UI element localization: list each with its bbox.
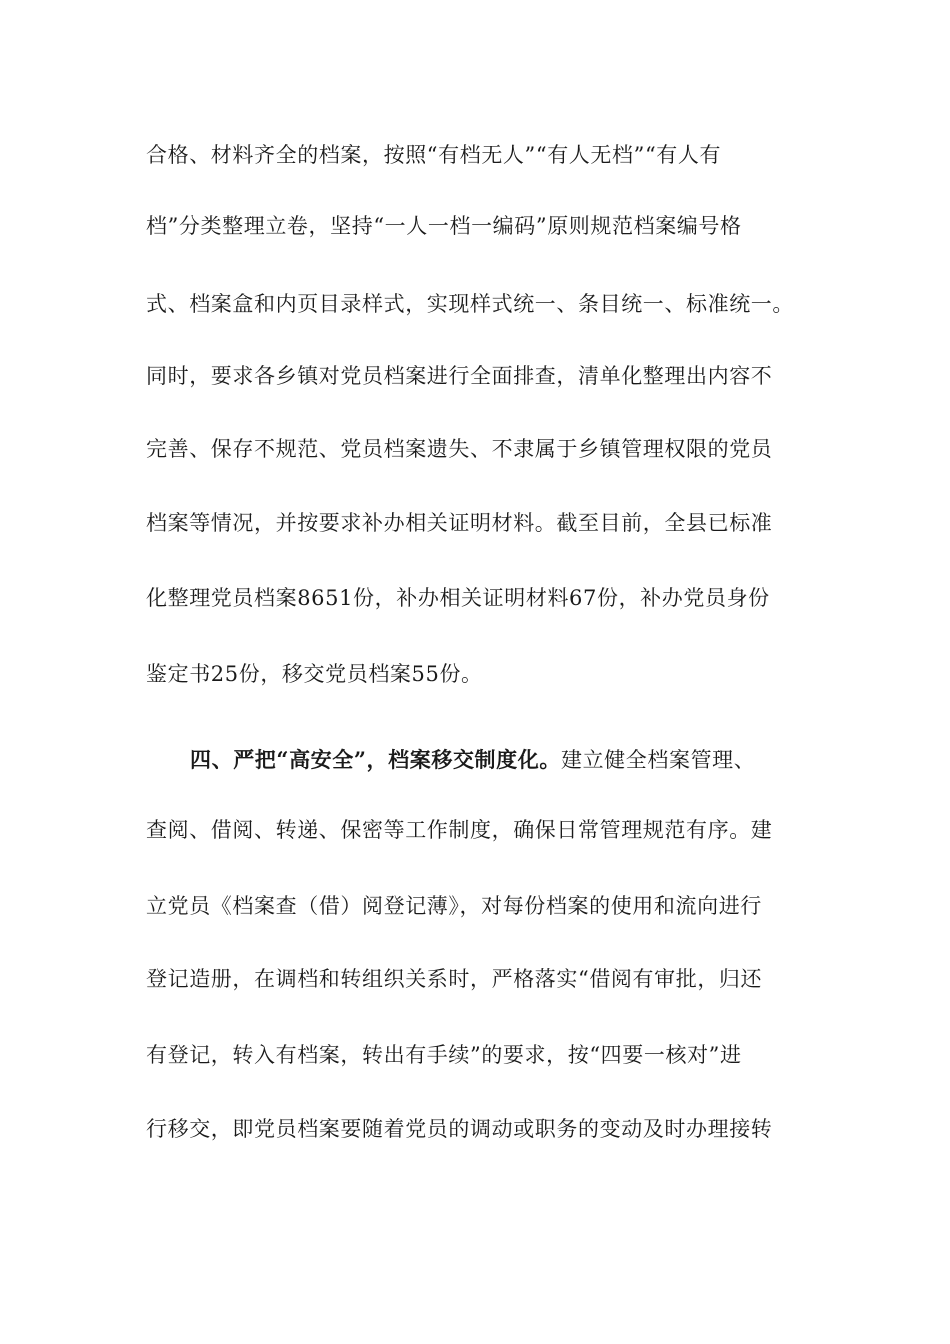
paragraph-line: 查阅、借阅、转递、保密等工作制度，确保日常管理规范有序。建 [146,818,773,842]
paragraph-line: 完善、保存不规范、党员档案遗失、不隶属于乡镇管理权限的党员 [146,437,773,461]
paragraph-line: 式、档案盒和内页目录样式，实现样式统一、条目统一、标准统一。 [146,292,794,316]
paragraph-line: 行移交，即党员档案要随着党员的调动或职务的变动及时办理接转 [146,1117,773,1141]
paragraph-line: 鉴定书25份，移交党员档案55份。 [146,662,483,686]
section-heading-continuation: 建立健全档案管理、 [560,748,756,772]
paragraph-line: 有登记，转入有档案，转出有手续”的要求，按“四要一核对”进 [146,1043,742,1067]
paragraph-line: 同时，要求各乡镇对党员档案进行全面排查，清单化整理出内容不 [146,364,773,388]
paragraph-line: 化整理党员档案8651份，补办相关证明材料67份，补办党员身份 [146,586,770,610]
paragraph-line: 档”分类整理立卷，坚持“一人一档一编码”原则规范档案编号格 [146,214,742,238]
paragraph-line: 合格、材料齐全的档案，按照“有档无人”“有人无档”“有人有 [146,143,722,167]
paragraph-line: 档案等情况，并按要求补办相关证明材料。截至目前，全县已标准 [146,511,773,535]
section-heading: 四、严把“高安全”，档案移交制度化。 [190,747,561,772]
section-heading-line [190,745,755,775]
paragraph-line: 登记造册，在调档和转组织关系时，严格落实“借阅有审批，归还 [146,967,763,991]
paragraph-line: 立党员《档案查（借）阅登记薄》，对每份档案的使用和流向进行 [146,894,762,918]
